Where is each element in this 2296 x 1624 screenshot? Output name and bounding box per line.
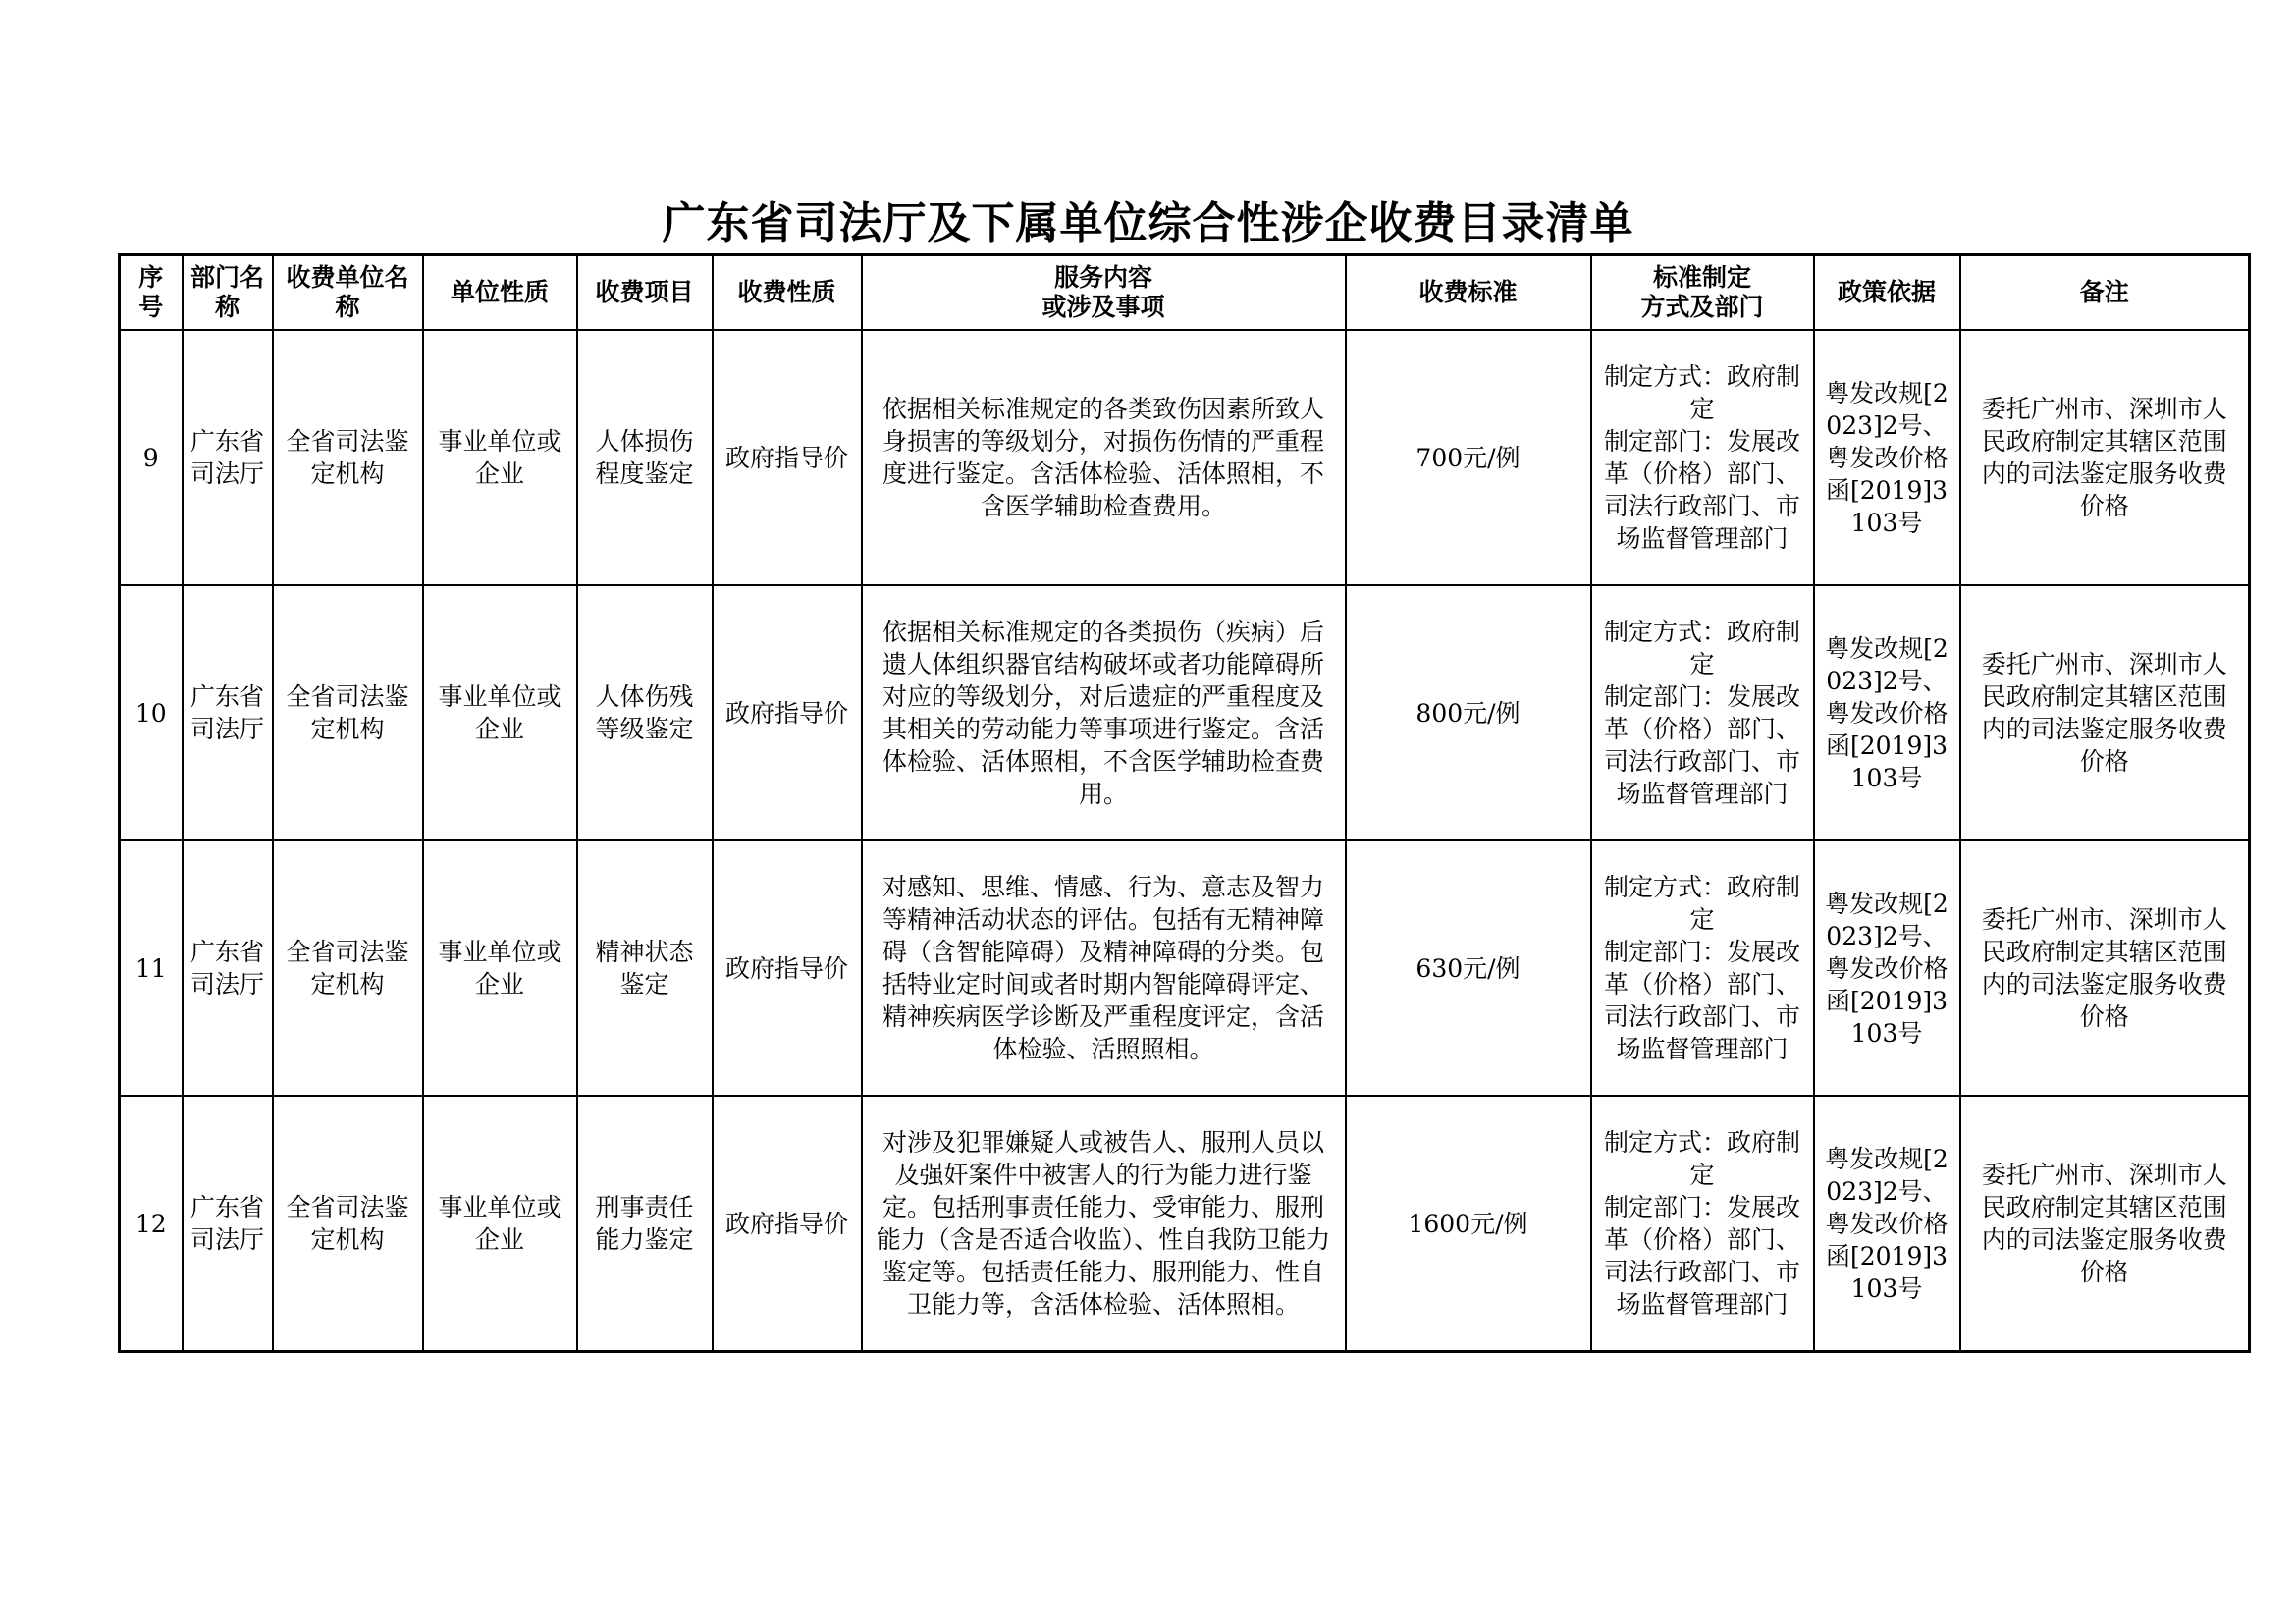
- cell-seq: 11: [120, 840, 183, 1096]
- cell-setter: 制定方式：政府制定 制定部门：发展改革（价格）部门、司法行政部门、市场监督管理部门: [1591, 840, 1814, 1096]
- cell-nature: 政府指导价: [713, 585, 862, 840]
- cell-nature: 政府指导价: [713, 840, 862, 1096]
- cell-service: 对涉及犯罪嫌疑人或被告人、服刑人员以及强奸案件中被害人的行为能力进行鉴定。包括刑事责任能力、受审能力、服刑能力（含是否适合收监）、性自我防卫能力鉴定等。包括责任能力、服刑能力、性自卫能力等，含活体检验、活体照相。: [862, 1096, 1346, 1352]
- cell-seq: 10: [120, 585, 183, 840]
- cell-unit: 全省司法鉴定机构: [273, 840, 423, 1096]
- cell-standard: 700元/例: [1346, 330, 1591, 585]
- cell-setter: 制定方式：政府制定 制定部门：发展改革（价格）部门、司法行政部门、市场监督管理部门: [1591, 330, 1814, 585]
- header-item: 收费项目: [577, 255, 713, 331]
- cell-standard: 800元/例: [1346, 585, 1591, 840]
- header-remark: 备注: [1960, 255, 2250, 331]
- cell-remark: 委托广州市、深圳市人民政府制定其辖区范围内的司法鉴定服务收费价格: [1960, 1096, 2250, 1352]
- header-seq: 序号: [120, 255, 183, 331]
- header-unit: 收费单位名称: [273, 255, 423, 331]
- cell-setter: 制定方式：政府制定 制定部门：发展改革（价格）部门、司法行政部门、市场监督管理部门: [1591, 585, 1814, 840]
- cell-unit-type: 事业单位或企业: [423, 1096, 577, 1352]
- cell-item: 人体伤残等级鉴定: [577, 585, 713, 840]
- cell-dept: 广东省司法厅: [183, 1096, 273, 1352]
- cell-standard: 630元/例: [1346, 840, 1591, 1096]
- table-row: [120, 1096, 2250, 1352]
- cell-nature: 政府指导价: [713, 1096, 862, 1352]
- cell-unit: 全省司法鉴定机构: [273, 330, 423, 585]
- cell-dept: 广东省司法厅: [183, 330, 273, 585]
- header-unit-type: 单位性质: [423, 255, 577, 331]
- cell-remark: 委托广州市、深圳市人民政府制定其辖区范围内的司法鉴定服务收费价格: [1960, 840, 2250, 1096]
- cell-unit: 全省司法鉴定机构: [273, 585, 423, 840]
- cell-service: 依据相关标准规定的各类致伤因素所致人身损害的等级划分，对损伤伤情的严重程度进行鉴定。含活体检验、活体照相，不含医学辅助检查费用。: [862, 330, 1346, 585]
- fee-catalog-table: [118, 253, 2251, 1353]
- cell-basis: 粤发改规[2023]2号、粤发改价格函[2019]3103号: [1814, 1096, 1960, 1352]
- cell-basis: 粤发改规[2023]2号、粤发改价格函[2019]3103号: [1814, 840, 1960, 1096]
- header-standard: 收费标准: [1346, 255, 1591, 331]
- cell-remark: 委托广州市、深圳市人民政府制定其辖区范围内的司法鉴定服务收费价格: [1960, 585, 2250, 840]
- cell-item: 精神状态鉴定: [577, 840, 713, 1096]
- header-dept: 部门名称: [183, 255, 273, 331]
- page-title: 广东省司法厅及下属单位综合性涉企收费目录清单: [662, 198, 1634, 248]
- cell-seq: 9: [120, 330, 183, 585]
- cell-service: 对感知、思维、情感、行为、意志及智力等精神活动状态的评估。包括有无精神障碍（含智能障碍）及精神障碍的分类。包括特业定时间或者时期内智能障碍评定、精神疾病医学诊断及严重程度评定，含活体检验、活照照相。: [862, 840, 1346, 1096]
- cell-service: 依据相关标准规定的各类损伤（疾病）后遗人体组织器官结构破坏或者功能障碍所对应的等级划分，对后遗症的严重程度及其相关的劳动能力等事项进行鉴定。含活体检验、活体照相，不含医学辅助检查费用。: [862, 585, 1346, 840]
- header-setter: 标准制定 方式及部门: [1591, 255, 1814, 331]
- header-row: [120, 255, 2250, 331]
- table-row: [120, 840, 2250, 1096]
- cell-item: 刑事责任能力鉴定: [577, 1096, 713, 1352]
- header-nature: 收费性质: [713, 255, 862, 331]
- cell-unit-type: 事业单位或企业: [423, 330, 577, 585]
- cell-unit-type: 事业单位或企业: [423, 585, 577, 840]
- cell-basis: 粤发改规[2023]2号、粤发改价格函[2019]3103号: [1814, 330, 1960, 585]
- cell-seq: 12: [120, 1096, 183, 1352]
- cell-dept: 广东省司法厅: [183, 585, 273, 840]
- cell-basis: 粤发改规[2023]2号、粤发改价格函[2019]3103号: [1814, 585, 1960, 840]
- cell-unit: 全省司法鉴定机构: [273, 1096, 423, 1352]
- cell-unit-type: 事业单位或企业: [423, 840, 577, 1096]
- cell-remark: 委托广州市、深圳市人民政府制定其辖区范围内的司法鉴定服务收费价格: [1960, 330, 2250, 585]
- cell-nature: 政府指导价: [713, 330, 862, 585]
- cell-item: 人体损伤程度鉴定: [577, 330, 713, 585]
- cell-standard: 1600元/例: [1346, 1096, 1591, 1352]
- cell-dept: 广东省司法厅: [183, 840, 273, 1096]
- header-basis: 政策依据: [1814, 255, 1960, 331]
- header-service: 服务内容 或涉及事项: [862, 255, 1346, 331]
- cell-setter: 制定方式：政府制定 制定部门：发展改革（价格）部门、司法行政部门、市场监督管理部门: [1591, 1096, 1814, 1352]
- table-row: [120, 585, 2250, 840]
- table-row: [120, 330, 2250, 585]
